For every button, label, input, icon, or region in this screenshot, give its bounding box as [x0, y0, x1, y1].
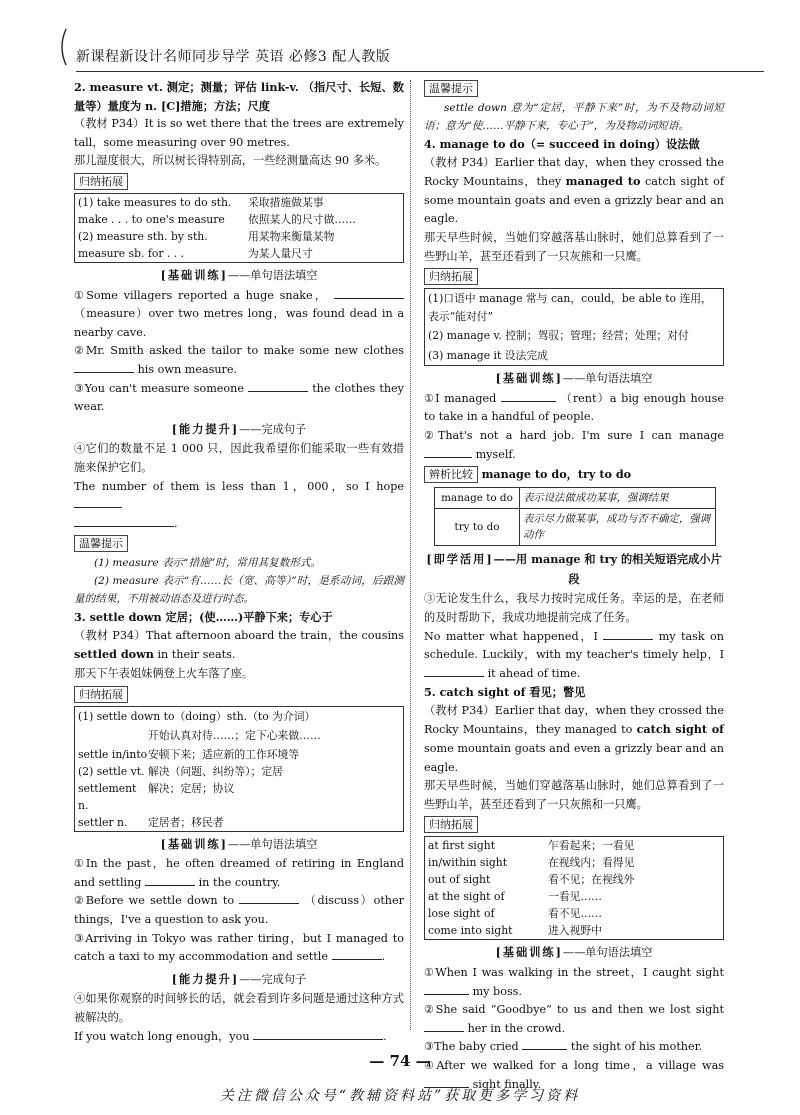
question-4: ④After we walked for a long time，a village was sight finally.	[424, 1059, 724, 1091]
section-3-summary-box	[74, 706, 404, 832]
summary-row	[425, 837, 723, 854]
basic-training-title: [基础训练]——单句语法填空	[160, 836, 318, 851]
question-3: ③The baby cried the sight of his mother.	[424, 1040, 703, 1054]
compare-title: manage to do，try to do	[481, 467, 632, 482]
answer-blank[interactable]	[239, 892, 299, 904]
answer-blank[interactable]	[603, 628, 653, 640]
answer-blank[interactable]	[522, 1038, 567, 1050]
phrase: (1) take measures to do sth.	[78, 195, 232, 209]
section-5-example-zh: 那天早些时候，当她们穿越落基山脉时，她们总算看到了一些野山羊，甚至还看到了一只灰熊和一只鹰。	[424, 779, 724, 811]
answer-blank[interactable]	[334, 287, 404, 299]
answer-blank[interactable]	[424, 983, 469, 995]
apply-title: [即学活用]——用 manage 和 try 的相关短语完成小片段	[426, 552, 722, 586]
phrase: (2) measure sth. by sth.	[78, 229, 208, 243]
meaning: 用某物来衡量某物	[248, 229, 335, 243]
summary-row	[425, 905, 723, 922]
summary-row	[425, 922, 723, 939]
phrase: in/within sight	[428, 856, 508, 870]
basic-training-title: [基础训练]——单句语法填空	[160, 267, 318, 282]
page-number: — 74 —	[369, 1052, 431, 1070]
meaning: 看不见；在视线外	[548, 873, 635, 887]
tip-2: (2) measure 表示“有……长（宽、高等）”时，是系动词，后跟测量的结果，不用被动语态及进行时态。	[74, 575, 404, 606]
settle-down-tip: settle down 意为“定居，平静下来”时，为不及物动词短语；意为“使……平静下来，专心于”，为及物动词短语。	[424, 102, 724, 132]
section-3-example-zh: 那天下午表姐妹俩登上火车落了座。	[74, 667, 254, 681]
compare-meaning: 表示设法做成功某事，强调结果	[520, 488, 716, 509]
footer-note: 关注微信公众号“教辅资料站”获取更多学习资料	[219, 1088, 581, 1104]
box-line: (2) manage v. 控制；驾驭；管理；经营；处理；对付	[428, 329, 689, 343]
answer-blank[interactable]	[332, 948, 382, 960]
question-3-en: No matter what happened，I my task on schedule. Luckily，with my teacher's timely help，I it ahead of time.	[424, 629, 725, 680]
section-2-summary-box	[74, 193, 404, 263]
meaning: 乍看起来；一看见	[548, 839, 635, 853]
compare-row	[435, 488, 716, 509]
answer-blank[interactable]	[424, 1020, 464, 1032]
summary-row	[75, 814, 403, 831]
question-4-en: The number of them is less than 1，000，so I hope .	[74, 479, 404, 530]
answer-blank[interactable]	[424, 665, 484, 677]
tip-tag: 温馨提示	[74, 535, 128, 552]
question-1: ①In the past，he often dreamed of retiring in England and settling in the country.	[74, 857, 404, 889]
meaning: 采取措施做某事	[248, 195, 324, 209]
question-1: ①Some villagers reported a huge snake， （measure）over two metres long，was found dead in a nearby cave.	[74, 288, 404, 339]
page-header	[62, 33, 762, 65]
compare-heading	[424, 464, 724, 485]
phrase: (2) settle vt.	[78, 764, 145, 778]
meaning: 在视线内；看得见	[548, 856, 635, 870]
meaning: 解决（问题、纠纷等）；定居	[148, 764, 283, 778]
section-4-example-zh: 那天早些时候，当她们穿越落基山脉时，她们总算看到了一些野山羊，甚至还看到了一只灰熊和一只鹰。	[424, 230, 724, 263]
phrase: out of sight	[428, 873, 491, 887]
question-2: ②She said “Goodbye” to us and then we lost sight her in the crowd.	[424, 1003, 724, 1035]
section-3-example-en: （教材 P34）That afternoon aboard the train，the cousins settled down in their seats.	[74, 628, 404, 662]
tip-tag: 温馨提示	[424, 80, 478, 97]
answer-blank[interactable]	[424, 446, 472, 458]
question-3: ③Arriving in Tokyo was rather tiring，but I managed to catch a taxi to my accommodation and settle .	[74, 931, 404, 964]
meaning: 解决；定居；协议	[148, 781, 235, 795]
question-1: ①When I was walking in the street，I caught sight my boss.	[424, 966, 724, 998]
question-4-zh: ④如果你观察的时间够长的话，就会看到许多问题是通过这种方式被解决的。	[74, 992, 404, 1024]
summary-row	[75, 194, 403, 211]
right-column	[424, 78, 724, 1094]
summary-tag: 归纳拓展	[74, 686, 128, 703]
section-4-heading: 4. manage to do（= succeed in doing）设法做	[424, 137, 700, 151]
summary-row	[75, 245, 403, 262]
section-3-heading: 3. settle down 定居；(使……)平静下来；专心于	[74, 610, 333, 625]
question-2: ②Before we settle down to （discuss）other things，I've a question to ask you.	[74, 894, 404, 927]
summary-row	[75, 763, 403, 780]
basic-training-title: [基础训练]——单句语法填空	[495, 371, 653, 386]
section-5-summary-box	[424, 836, 724, 940]
question-1: ①I managed （rent）a big enough house to take in a handful of people.	[424, 391, 724, 424]
summary-tag: 归纳拓展	[424, 816, 478, 833]
summary-row	[425, 854, 723, 871]
ability-title: [能力提升]——完成句子	[171, 421, 307, 436]
tip-1: (1) measure 表示“措施”时，常用其复数形式。	[94, 557, 322, 570]
answer-blank[interactable]	[74, 515, 174, 527]
answer-blank[interactable]	[248, 380, 308, 392]
meaning: 依照某人的尺寸做……	[248, 212, 356, 226]
section-4-summary-box	[424, 288, 724, 366]
meaning: 一看见……	[548, 890, 602, 904]
question-2: ②That's not a hard job. I'm sure I can manage myself.	[424, 428, 724, 461]
meaning: 定居者；移民者	[148, 815, 224, 829]
header-rule	[76, 71, 764, 72]
meaning: 看不见……	[548, 907, 602, 921]
basic-training-title: [基础训练]——单句语法填空	[495, 945, 653, 960]
phrase: settlement n.	[78, 781, 137, 812]
section-2-example-en: （教材 P34）It is so wet there that the trees are extremely tall，some measuring over 90 metres.	[74, 117, 404, 149]
answer-blank[interactable]	[253, 1028, 383, 1040]
question-4-zh: ④它们的数量不足 1 000 只，因此我希望你们能采取一些有效措施来保护它们。	[74, 442, 404, 474]
summary-row	[425, 871, 723, 888]
ability-title: [能力提升]——完成句子	[171, 971, 307, 986]
compare-tag: 辨析比较	[424, 466, 478, 483]
phrase: settler n.	[78, 815, 128, 829]
compare-row	[435, 509, 716, 546]
header-bracket-icon	[56, 27, 70, 67]
summary-row	[75, 228, 403, 245]
summary-row	[75, 211, 403, 228]
question-4-en: If you watch long enough，you .	[74, 1029, 387, 1043]
question-3: ③You can't measure someone the clothes they wear.	[74, 381, 404, 414]
meaning: 为某人量尺寸	[248, 246, 313, 260]
question-2: ②Mr. Smith asked the tailor to make some new clothes his own measure.	[74, 344, 404, 376]
phrase: lose sight of	[428, 907, 495, 921]
left-column	[74, 78, 404, 1046]
answer-blank[interactable]	[501, 390, 556, 402]
compare-table	[434, 487, 716, 546]
summary-tag: 归纳拓展	[74, 173, 128, 190]
header-title: 新课程新设计名师同步导学 英语 必修3 配人教版	[76, 49, 391, 65]
summary-row	[75, 746, 403, 763]
summary-row	[425, 888, 723, 905]
question-3-zh: ③无论发生什么，我尽力按时完成任务。幸运的是，在老师的及时帮助下，我成功地提前完成了任务。	[424, 592, 724, 624]
summary-row	[75, 780, 403, 814]
box-line: 开始认真对待……；定下心来做……	[148, 729, 321, 743]
box-line: (1) settle down to（doing）sth.（to 为介词）	[78, 709, 316, 723]
meaning: 进入视野中	[548, 924, 602, 938]
section-2-heading: 2. measure vt. 测定；测量；评估 link-v. （指尺寸、长短、数量等）量度为 n. [C]措施；方法；尺度	[74, 80, 404, 113]
phrase: settle in/into	[78, 747, 148, 761]
section-5-example-en: （教材 P34）Earlier that day，when they crossed the Rocky Mountains，they managed to catch sight of some mountain goats and even a grizzly bear and an eagle.	[424, 703, 724, 774]
phrase: measure sb. for . . .	[78, 246, 185, 260]
section-2-example-zh: 那儿湿度很大，所以树长得特别高，一些经测量高达 90 多米。	[74, 154, 387, 168]
section-4-example-en: （教材 P34）Earlier that day，when they crossed the Rocky Mountains，they managed to catch sight of some mountain goats and even a grizzly bear and an eagle.	[424, 155, 724, 226]
answer-blank[interactable]	[145, 874, 195, 886]
box-line: (1)口语中 manage 常与 can，could，be able to 连用，表示“能对付”	[428, 292, 712, 323]
answer-blank[interactable]	[74, 496, 122, 508]
phrase: come into sight	[428, 924, 513, 938]
column-divider	[410, 80, 411, 1030]
compare-meaning: 表示尽力做某事，成功与否不确定，强调动作	[520, 509, 716, 546]
compare-word: try to do	[435, 509, 520, 546]
section-5-heading: 5. catch sight of 看见；瞥见	[424, 685, 586, 700]
summary-tag: 归纳拓展	[424, 268, 478, 285]
box-line: (3) manage it 设法完成	[428, 348, 548, 362]
phrase: make . . . to one's measure	[78, 212, 225, 226]
meaning: 安顿下来；适应新的工作环境等	[148, 747, 300, 761]
compare-word: manage to do	[435, 488, 520, 509]
phrase: at first sight	[428, 839, 496, 853]
answer-blank[interactable]	[74, 361, 134, 373]
phrase: at the sight of	[428, 890, 505, 904]
